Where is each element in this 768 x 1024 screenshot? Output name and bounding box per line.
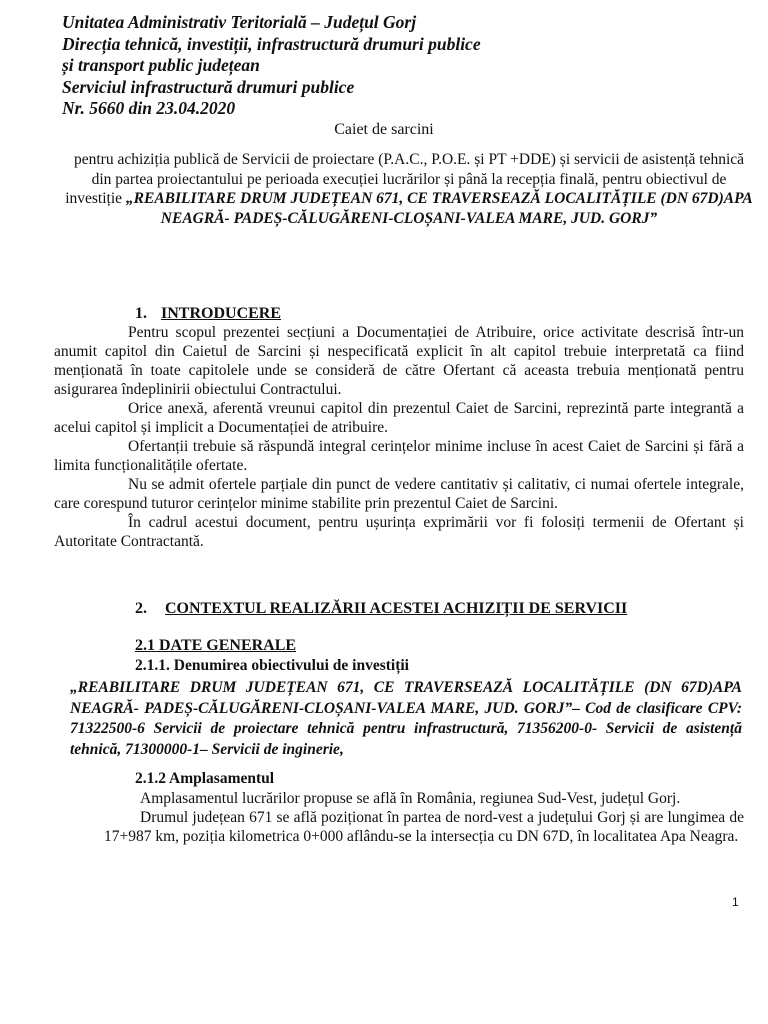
- header-line-institution: Unitatea Administrativ Teritorială – Județul Gorj: [62, 12, 417, 32]
- section-1-paragraph: Pentru scopul prezentei secțiuni a Documentației de Atribuire, orice activitate descrisă într-un anumit capitol din Caietul de Sarcini și nespecificată explicit în alt capitol trebuie interpretată ca fiind menționată în toate capitolele unde se consideră de către Ofertant că aceasta trebuia menționată pentru asigurarea îndeplinirii obiectului Contractului.: [54, 324, 744, 398]
- intro-text: pentru achiziția publică de Servicii de proiectare (P.A.C., P.O.E. și PT +DDE) și servicii de asistență tehnică din partea proiectantului pe perioada execuției lucrărilor și până la recepția finală, pentru obiectivul de investiție: [65, 151, 745, 207]
- location-paragraph: Drumul județean 671 se află poziționat în partea de nord-vest a județului Gorj și are lungimea de 17+987 km, poziția kilometrica 0+000 aflându-se la intersecția cu DN 67D, în localitatea Apa Neagra.: [104, 809, 744, 845]
- section-1-paragraph: În cadrul acestui document, pentru ușurința exprimării vor fi folosiți termenii de Ofertant și Autoritate Contractantă.: [54, 514, 744, 550]
- document-header: [62, 12, 481, 120]
- section-1-paragraph: Ofertanții trebuie să răspundă integral cerințelor minime incluse în acest Caiet de Sarcini și fără a limita funcționalitățile ofertate.: [54, 438, 744, 474]
- section-1-number: 1.: [135, 305, 147, 322]
- section-1-paragraph: Nu se admit ofertele parțiale din punct de vedere cantitativ și calitativ, ci numai ofertele integrale, care corespund tuturor cerințelor minime stabilite prin prezentul Caiet de Sarcini.: [54, 476, 744, 512]
- section-1-paragraph: Orice anexă, aferentă vreunui capitol din prezentul Caiet de Sarcini, reprezintă parte integrantă a acelui capitol și implicit a Documentației de atribuire.: [54, 400, 744, 436]
- section-2-number: 2.: [135, 600, 147, 617]
- header-line-service: Serviciul infrastructură drumuri publice: [62, 76, 355, 97]
- subsection-2-1-1-text: „REABILITARE DRUM JUDEȚEAN 671, CE TRAVERSEAZĂ LOCALITĂȚILE (DN 67D)APA NEAGRĂ- PADEȘ-CĂLUGĂRENI-CLOȘANI-VALEA MARE, JUD. GORJ”– Cod de clasificare CPV: 71322500-6 Servicii de proiectare tehnică pentru infrastructură, 71356200-0- Servicii de asistență tehnică, 71300000-1– Servicii de inginerie,: [70, 679, 742, 758]
- section-2-heading: [135, 600, 627, 618]
- subsection-2-1-heading: 2.1 DATE GENERALE: [135, 637, 297, 654]
- subsection-2-1-2-body: [104, 789, 744, 846]
- header-line-registration: Nr. 5660 din 23.04.2020: [62, 98, 236, 118]
- intro-object-name: „REABILITARE DRUM JUDEȚEAN 671, CE TRAVERSEAZĂ LOCALITĂȚILE (DN 67D)APA NEAGRĂ- PADEȘ-CĂLUGĂRENI-CLOȘANI-VALEA MARE, JUD. GORJ”: [125, 190, 753, 227]
- section-1-heading: [135, 305, 281, 323]
- subsection-2-1-2-heading: 2.1.2 Amplasamentul: [135, 770, 275, 787]
- subsection-2-1-1-heading: 2.1.1. Denumirea obiectivului de investiții: [135, 657, 409, 674]
- header-line-direction-cont: și transport public județean: [62, 55, 260, 75]
- intro-paragraph: [64, 150, 754, 228]
- section-2-title: CONTEXTUL REALIZĂRII ACESTEI ACHIZIȚII DE SERVICII: [165, 600, 628, 617]
- section-1-body: [54, 323, 744, 551]
- header-line-direction: Direcția tehnică, investiții, infrastructură drumuri publice: [62, 33, 481, 54]
- document-title: Caiet de sarcini: [334, 121, 434, 138]
- location-paragraph: Amplasamentul lucrărilor propuse se află în România, regiunea Sud-Vest, județul Gorj.: [140, 790, 681, 807]
- page-number: 1: [732, 895, 739, 909]
- section-1-title: INTRODUCERE: [161, 305, 282, 322]
